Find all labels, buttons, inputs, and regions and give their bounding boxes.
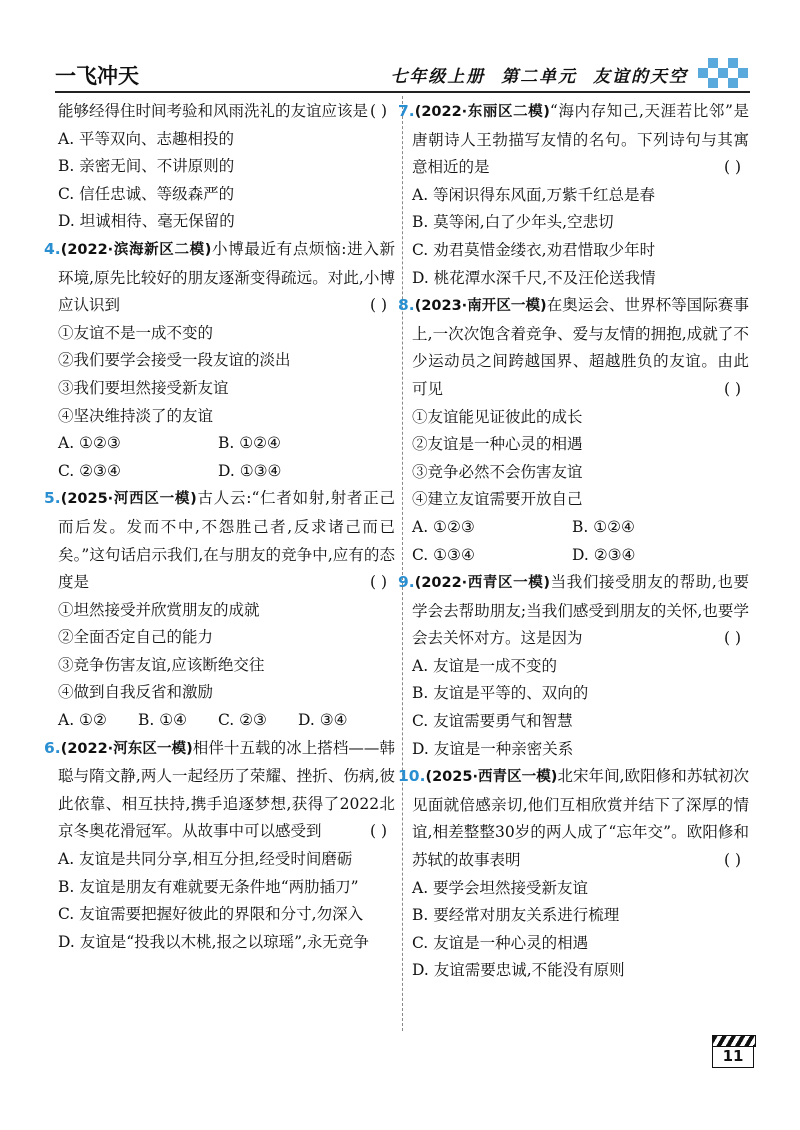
- option-d[interactable]: D. 友谊是一种亲密关系: [412, 739, 574, 758]
- question-number: 10.: [398, 767, 426, 786]
- option-c[interactable]: C. ②③④: [58, 461, 121, 480]
- question-4: [44, 236, 395, 485]
- header-rule: [55, 91, 750, 93]
- question-10: [398, 763, 749, 985]
- question-number: 8.: [398, 296, 415, 315]
- question-6: [44, 735, 395, 957]
- answer-blank[interactable]: ( ): [723, 379, 741, 398]
- answer-blank[interactable]: ( ): [369, 296, 387, 315]
- question-stem: 在奥运会、世界杯等国际赛事上,一次次饱含着竞争、爱与友情的拥抱,成就了不少运动员之间跨越国界、超越胜负的友谊。由此可见: [412, 296, 749, 398]
- option-c[interactable]: C. 友谊需要把握好彼此的界限和分寸,勿深入: [58, 905, 364, 924]
- option-a[interactable]: A. 友谊是共同分享,相互分担,经受时间磨砺: [58, 850, 353, 869]
- statement-2: ②我们要学会接受一段友谊的淡出: [58, 351, 291, 370]
- question-9: [398, 569, 749, 763]
- statement-1: ①坦然接受并欣赏朋友的成就: [58, 600, 260, 619]
- statement-1: ①友谊能见证彼此的成长: [412, 407, 583, 426]
- option-c[interactable]: C. 劝君莫惜金缕衣,劝君惜取少年时: [412, 240, 656, 259]
- option-b[interactable]: B. 亲密无间、不讲原则的: [58, 157, 235, 176]
- question-source: (2022·滨海新区二模): [60, 241, 212, 258]
- answer-blank[interactable]: ( ): [369, 573, 387, 592]
- option-c[interactable]: C. ②③: [218, 711, 267, 730]
- answer-blank[interactable]: ( ): [723, 629, 741, 648]
- statement-1: ①友谊不是一成不变的: [58, 323, 214, 342]
- question-5: [44, 485, 395, 734]
- statement-2: ②友谊是一种心灵的相遇: [412, 435, 583, 454]
- question-source: (2023·南开区一模): [414, 298, 547, 315]
- right-column: [398, 98, 750, 985]
- option-a[interactable]: A. ①②: [58, 711, 107, 730]
- question-source: (2025·西青区一模): [425, 769, 558, 786]
- option-d[interactable]: D. ①③④: [218, 461, 282, 480]
- answer-blank[interactable]: ( ): [723, 851, 741, 870]
- options-row: [58, 707, 395, 735]
- option-c[interactable]: C. 信任忠诚、等级森严的: [58, 184, 235, 203]
- option-a[interactable]: A. 要学会坦然接受新友谊: [412, 878, 589, 897]
- option-c[interactable]: C. ①③④: [412, 545, 475, 564]
- question-stem: 当我们接受朋友的帮助,也要学会去帮助朋友;当我们感受到朋友的关怀,也要学会去关怀对方。这是因为: [412, 573, 749, 648]
- option-c[interactable]: C. 友谊需要勇气和智慧: [412, 712, 573, 731]
- question-number: 6.: [44, 738, 61, 757]
- option-d[interactable]: D. 友谊是“投我以木桃,报之以琼瑶”,永无竞争: [58, 932, 369, 951]
- option-b[interactable]: B. ①④: [138, 711, 188, 730]
- page-header: [55, 56, 750, 90]
- option-b[interactable]: B. ①②④: [572, 517, 635, 536]
- option-b[interactable]: B. 友谊是朋友有难就要无条件地“两肋插刀”: [58, 877, 359, 896]
- answer-blank[interactable]: ( ): [369, 822, 387, 841]
- question-8: [398, 292, 749, 569]
- question-source: (2025·河西区一模): [60, 491, 197, 508]
- unit-title: 七年级上册 第二单元 友谊的天空: [390, 67, 688, 87]
- option-d[interactable]: D. 桃花潭水深千尺,不及汪伦送我情: [412, 268, 656, 287]
- option-a[interactable]: A. ①②③: [412, 517, 475, 536]
- option-d[interactable]: D. ③④: [298, 711, 348, 730]
- question-stem: 相伴十五载的冰上搭档——韩聪与隋文静,两人一起经历了荣耀、挫折、伤病,彼此依靠、相互扶持,携手追逐梦想,获得了2022北京冬奥花滑冠军。从故事中可以感受到: [58, 738, 395, 841]
- options-row: [58, 458, 395, 486]
- statement-4: ④坚决维持淡了的友谊: [58, 406, 214, 425]
- option-b[interactable]: B. ①②④: [218, 434, 281, 453]
- page-number-badge: [712, 1035, 754, 1069]
- option-a[interactable]: A. 平等双向、志趣相投的: [58, 129, 235, 148]
- options-row: [412, 514, 749, 542]
- answer-blank[interactable]: ( ): [369, 102, 387, 120]
- statement-4: ④建立友谊需要开放自己: [412, 490, 583, 509]
- option-b[interactable]: B. 要经常对朋友关系进行梳理: [412, 906, 620, 925]
- question-source: (2022·东丽区二模): [414, 104, 550, 120]
- question-7: [398, 98, 750, 292]
- option-a[interactable]: A. 友谊是一成不变的: [412, 656, 558, 675]
- option-a[interactable]: A. 等闲识得东风面,万紫千红总是春: [412, 185, 655, 204]
- question-number: 4.: [44, 239, 61, 258]
- question-stem: 小博最近有点烦恼:进入新环境,原先比较好的朋友逐渐变得疏远。对此,小博应认识到: [58, 239, 395, 315]
- option-d[interactable]: D. ②③④: [572, 545, 636, 564]
- options-row: [412, 542, 749, 570]
- statement-3: ③我们要坦然接受新友谊: [58, 378, 229, 397]
- column-divider: [402, 96, 403, 1031]
- statement-3: ③竞争必然不会伤害友谊: [412, 462, 583, 481]
- brand-logo: 一飞冲天: [55, 64, 139, 88]
- option-a[interactable]: A. ①②③: [58, 434, 121, 453]
- question-stem: 古人云:“仁者如射,射者正己而后发。发而不中,不怨胜己者,反求诸己而已矣。”这句话启示我们,在与朋友的竞争中,应有的态度是: [58, 489, 395, 592]
- question-number: 5.: [44, 489, 61, 508]
- question-stem: 北宋年间,欧阳修和苏轼初次见面就倍感亲切,他们互相欣赏并结下了深厚的情谊,相差整整30岁的两人成了“忘年交”。欧阳修和苏轼的故事表明: [412, 767, 749, 870]
- question-number: 9.: [398, 573, 415, 592]
- option-b[interactable]: B. 友谊是平等的、双向的: [412, 684, 589, 703]
- statement-3: ③竞争伤害友谊,应该断绝交往: [58, 655, 265, 674]
- left-column: [44, 98, 395, 956]
- options-row: [58, 430, 395, 458]
- question-source: (2022·西青区一模): [414, 575, 551, 592]
- option-c[interactable]: C. 友谊是一种心灵的相遇: [412, 933, 589, 952]
- statement-4: ④做到自我反省和激励: [58, 683, 214, 702]
- question-3: [58, 98, 395, 236]
- option-d[interactable]: D. 友谊需要忠诚,不能没有原则: [412, 961, 625, 980]
- question-number: 7.: [398, 102, 415, 120]
- page-number: 11: [712, 1045, 754, 1068]
- answer-blank[interactable]: ( ): [723, 158, 741, 177]
- option-d[interactable]: D. 坦诚相待、毫无保留的: [58, 212, 235, 231]
- question-stem: 能够经得住时间考验和风雨洗礼的友谊应该是: [58, 102, 369, 120]
- question-stem: “海内存知己,天涯若比邻”是唐朝诗人王勃描写友情的名句。下列诗句与其寓意相近的是: [412, 102, 750, 177]
- checker-decoration-icon: [698, 56, 750, 88]
- option-b[interactable]: B. 莫等闲,白了少年头,空悲切: [412, 213, 614, 232]
- question-source: (2022·河东区一模): [60, 740, 193, 757]
- statement-2: ②全面否定自己的能力: [58, 628, 214, 647]
